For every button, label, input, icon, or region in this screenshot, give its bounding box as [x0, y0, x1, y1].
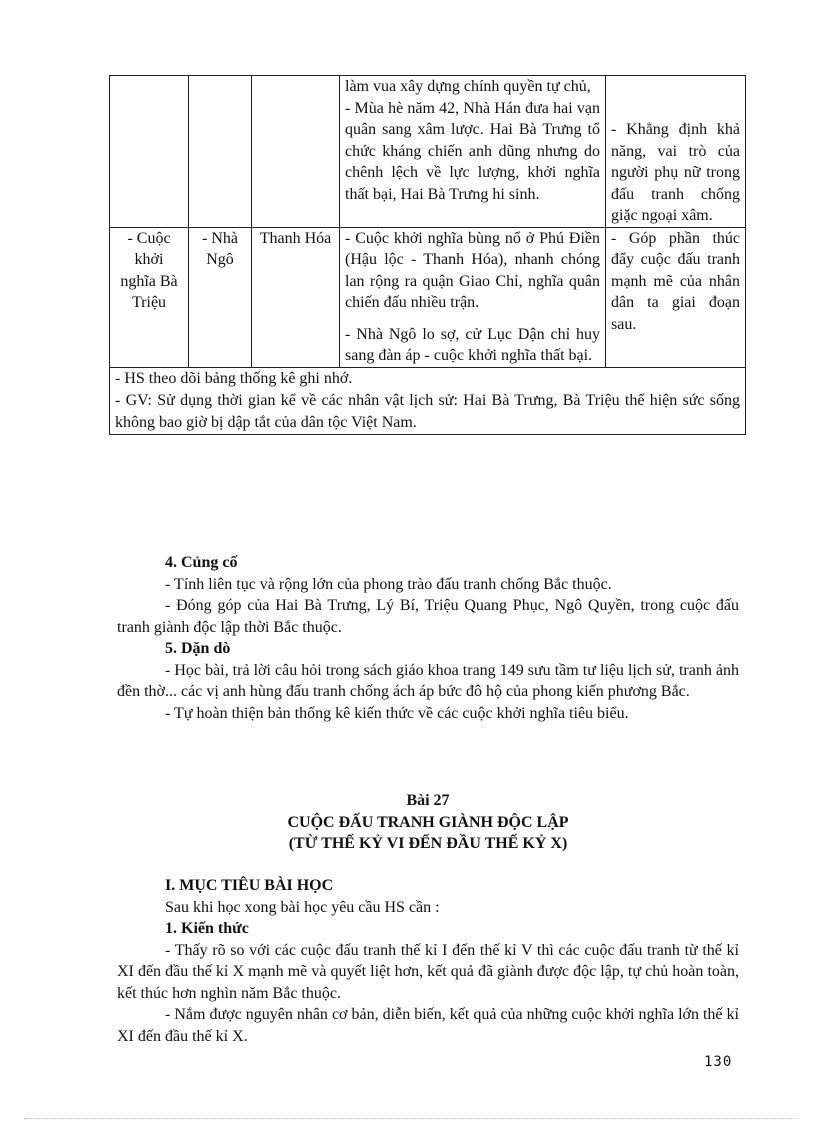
table-cell-uprising: - Cuộc khởi nghĩa Bà Triệu: [110, 227, 189, 367]
paragraph: Sau khi học xong bài học yêu cầu HS cần :: [165, 898, 440, 916]
bottom-divider: [24, 1118, 794, 1119]
table-cell-significance: [606, 76, 746, 228]
table-cell-significance: - Góp phần thúc đẩy cuộc đấu tranh mạnh mẽ của nhân dân ta giai đoạn sau.: [606, 227, 746, 367]
paragraph: - Thấy rõ so với các cuộc đấu tranh thế kỉ I đến thế kỉ V thì các cuộc đấu tranh từ thế kỉ XI đến đầu thế kỉ X mạnh mẽ và quyết liệt hơn, kết quả đã giành được độc lập, tự chủ hoàn toàn, kết thúc hơn nghìn năm Bắc thuộc.: [117, 941, 739, 1002]
table-cell-place: [252, 76, 340, 228]
paragraph: - Đóng góp của Hai Bà Trưng, Lý Bí, Triệu Quang Phục, Ngô Quyền, trong cuộc đấu tranh giành độc lập thời Bắc thuộc.: [117, 597, 739, 636]
paragraph: - Tự hoàn thiện bản thống kê kiến thức về các cuộc khởi nghĩa tiêu biểu.: [165, 704, 629, 722]
note-line: - GV: Sử dụng thời gian kể về các nhân vật lịch sử: Hai Bà Trưng, Bà Triệu thể hiện sức sống không bao giờ bị dập tắt của dân tộc Việt Nam.: [115, 391, 740, 431]
page-number: 130: [704, 1054, 733, 1070]
lesson-number: Bài 27: [406, 792, 450, 809]
subsection-heading: 1. Kiến thức: [165, 920, 249, 937]
consolidation-section: [117, 552, 739, 724]
table-row: [110, 76, 746, 228]
note-line: - HS theo dõi bảng thống kê ghi nhớ.: [115, 369, 353, 387]
table-notes-row: [110, 367, 746, 434]
table-cell-uprising: [110, 76, 189, 228]
table-cell-dynasty: - Nhà Ngô: [189, 227, 252, 367]
section-heading: I. MỤC TIÊU BÀI HỌC: [165, 877, 334, 894]
table-row: [110, 227, 746, 367]
cell-text: làm vua xây dựng chính quyền tự chủ,: [345, 78, 591, 95]
section-heading: 5. Dặn dò: [165, 640, 231, 657]
section-heading: 4. Củng cố: [165, 554, 238, 571]
lesson-title-line: CUỘC ĐẤU TRANH GIÀNH ĐỘC LẬP: [287, 813, 569, 831]
cell-text: - Mùa hè năm 42, Nhà Hán đưa hai vạn quân sang xâm lược. Hai Bà Trưng tổ chức kháng chiến anh dũng nhưng do chênh lệch về lực lượng, khởi nghĩa thất bại, Hai Bà Trưng hi sinh.: [345, 99, 600, 203]
cell-text: - Khẳng định khả năng, vai trò của người phụ nữ trong đấu tranh chống giặc ngoại xâm.: [611, 121, 740, 224]
table-cell-events: [340, 227, 606, 367]
table-notes-cell: [110, 367, 746, 434]
table-cell-dynasty: [189, 76, 252, 228]
objectives-section: [117, 875, 739, 1047]
paragraph: - Học bài, trả lời câu hỏi trong sách giáo khoa trang 149 sưu tầm tư liệu lịch sử, tranh ảnh đền thờ... các vị anh hùng đấu tranh chống ách áp bức đô hộ của phong kiến phương Bắc.: [117, 661, 739, 700]
uprisings-table: [109, 75, 746, 435]
table-cell-events: [340, 76, 606, 228]
cell-text: - Nhà Ngô lo sợ, cử Lục Dận chỉ huy sang đàn áp - cuộc khởi nghĩa thất bại.: [345, 325, 600, 364]
lesson-title-line: (TỪ THẾ KỶ VI ĐẾN ĐẦU THẾ KỶ X): [288, 835, 568, 852]
cell-text: - Cuộc khởi nghĩa bùng nổ ở Phú Điền (Hậu lộc - Thanh Hóa), nhanh chóng lan rộng ra quận Giao Chỉ, nghĩa quân chiến đấu nhiều trận.: [345, 229, 600, 311]
table-cell-place: Thanh Hóa: [252, 227, 340, 367]
paragraph: - Tính liên tục và rộng lớn của phong trào đấu tranh chống Bắc thuộc.: [165, 575, 612, 593]
paragraph: - Nắm được nguyên nhân cơ bản, diễn biến, kết quả của những cuộc khởi nghĩa lớn thế kỉ XI đến đầu thế kỉ X.: [117, 1006, 739, 1045]
lesson-title: [117, 790, 739, 855]
